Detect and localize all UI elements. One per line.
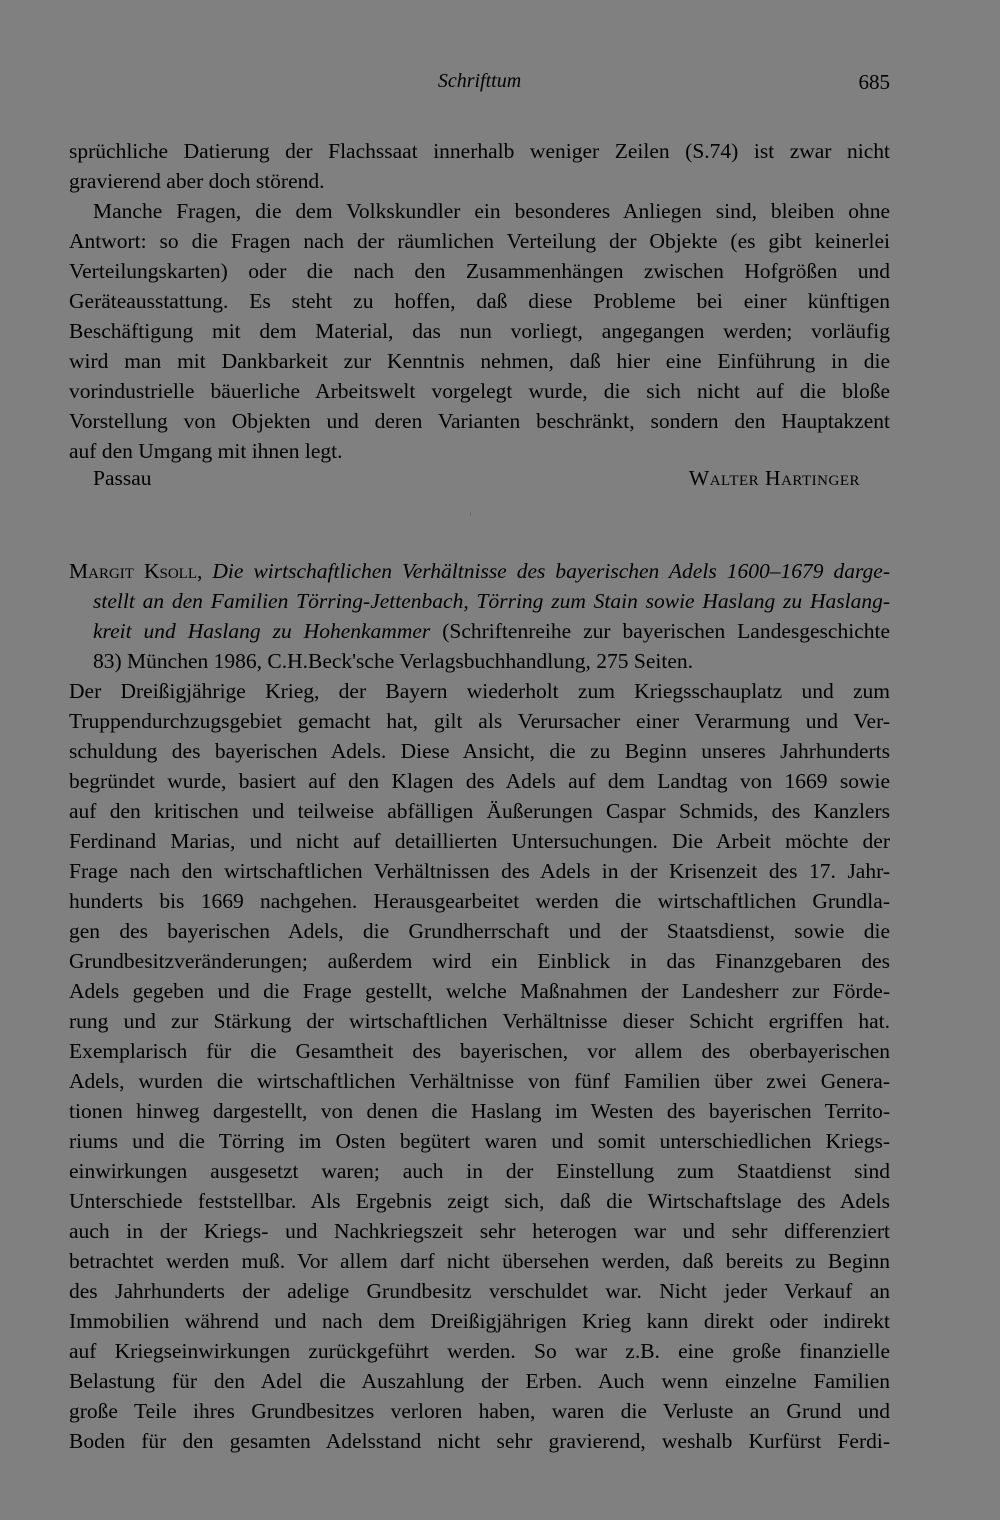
text-line: Exemplarisch für die Gesamtheit des bayerischen, vor allem des oberbayerischen (69, 1039, 890, 1063)
text-line: rung und zur Stärkung der wirtschaftlichen Verhältnisse dieser Schicht ergriffen hat. (69, 1009, 890, 1033)
text-line: auch in der Kriegs- und Nachkriegszeit sehr heterogen war und sehr differenziert (69, 1219, 890, 1243)
citation-line: stellt an den Familien Törring-Jettenbach, Törring zum Stain sowie Haslang zu Haslang- (93, 589, 890, 613)
running-title: Schrifttum (437, 70, 522, 92)
text-line: sprüchliche Datierung der Flachssaat innerhalb weniger Zeilen (S.74) ist zwar nicht (69, 139, 890, 163)
text-line: einwirkungen ausgesetzt waren; auch in der Einstellung zum Staatdienst sind (69, 1159, 890, 1183)
reviewer-name: Walter Hartinger (688, 466, 860, 490)
text-line: große Teile ihres Grundbesitzes verloren haben, waren die Verluste an Grund und (69, 1399, 890, 1423)
text-line: hunderts bis 1669 nachgehen. Herausgearbeitet werden die wirtschaftlichen Grundla- (69, 889, 890, 913)
text-line: schuldung des bayerischen Adels. Diese Ansicht, die zu Beginn unseres Jahrhunderts (69, 739, 890, 763)
text-line: Frage nach den wirtschaftlichen Verhältnissen des Adels in der Krisenzeit des 17. Jahr- (69, 859, 890, 883)
review-hartinger-text (69, 136, 890, 466)
page-number: 685 (858, 70, 890, 94)
review-ksoll-text (69, 676, 890, 1456)
book-title-part: kreit und Haslang zu Hohenkammer (93, 619, 431, 643)
text-line: auf den kritischen und teilweise abfälligen Äußerungen Caspar Schmids, des Kanzlers (69, 799, 890, 823)
text-line: tionen hinweg dargestellt, von denen die Haslang im Westen des bayerischen Territo- (69, 1099, 890, 1123)
citation-line (69, 556, 890, 586)
text-line: gen des bayerischen Adels, die Grundherrschaft und der Staatsdienst, sowie die (69, 919, 890, 943)
text-line: Ferdinand Marias, und nicht auf detaillierten Untersuchungen. Die Arbeit möchte der (69, 829, 890, 853)
text-line: Der Dreißigjährige Krieg, der Bayern wiederholt zum Kriegsschauplatz und zum (69, 679, 890, 703)
text-line: des Jahrhunderts der adelige Grundbesitz verschuldet war. Nicht jeder Verkauf an (69, 1279, 890, 1303)
text-line: Manche Fragen, die dem Volkskundler ein besonderes Anliegen sind, bleiben ohne (93, 199, 890, 223)
text-line: Grundbesitzveränderungen; außerdem wird ein Einblick in das Finanzgebaren des (69, 949, 890, 973)
text-line: gravierend aber doch störend. (69, 169, 325, 193)
text-line: riums und die Törring im Osten begütert waren und somit unterschiedlichen Kriegs- (69, 1129, 890, 1153)
text-line: auf Kriegseinwirkungen zurückgeführt werden. So war z.B. eine große finanzielle (69, 1339, 890, 1363)
reviewer-place: Passau (93, 466, 152, 490)
book-author: Margit Ksoll, (69, 559, 203, 583)
text-line: auf den Umgang mit ihnen legt. (69, 439, 343, 463)
text-line: betrachtet werden muß. Vor allem darf nicht übersehen werden, daß bereits zu Beginn (69, 1249, 890, 1273)
review-signature (69, 466, 890, 496)
text-line: Antwort: so die Fragen nach der räumlichen Verteilung der Objekte (es gibt keinerlei (69, 229, 890, 253)
text-line: Truppendurchzugsgebiet gemacht hat, gilt als Verursacher einer Verarmung und Ver- (69, 709, 890, 733)
book-title-part: Die wirtschaftlichen Verhältnisse des bayerischen Adels 1600–1679 darge- (212, 559, 890, 583)
text-line: Boden für den gesamten Adelsstand nicht sehr gravierend, weshalb Kurfürst Ferdi- (69, 1429, 890, 1453)
text-line: vorindustrielle bäuerliche Arbeitswelt vorgelegt wurde, die sich nicht auf die bloße (69, 379, 890, 403)
text-line: Geräteausstattung. Es steht zu hoffen, daß diese Probleme bei einer künftigen (69, 289, 890, 313)
divider-mark (470, 512, 471, 516)
citation-line (69, 616, 890, 646)
text-line: Vorstellung von Objekten und deren Varianten beschränkt, sondern den Hauptakzent (69, 409, 890, 433)
book-series: (Schriftenreihe zur bayerischen Landesgeschichte (442, 619, 890, 643)
text-line: wird man mit Dankbarkeit zur Kenntnis nehmen, daß hier eine Einführung in die (69, 349, 890, 373)
page-header (69, 70, 890, 100)
text-line: begründet wurde, basiert auf den Klagen des Adels auf dem Landtag von 1669 sowie (69, 769, 890, 793)
review-ksoll-citation (69, 556, 890, 676)
text-line: Adels gegeben und die Frage gestellt, welche Maßnahmen der Landesherr zur Förde- (69, 979, 890, 1003)
text-line: Adels, wurden die wirtschaftlichen Verhältnisse von fünf Familien über zwei Genera- (69, 1069, 890, 1093)
text-line: Unterschiede feststellbar. Als Ergebnis zeigt sich, daß die Wirtschaftslage des Adels (69, 1189, 890, 1213)
text-line: Verteilungskarten) oder die nach den Zusammenhängen zwischen Hofgrößen und (69, 259, 890, 283)
text-line: Immobilien während und nach dem Dreißigjährigen Krieg kann direkt oder indirekt (69, 1309, 890, 1333)
text-line: Belastung für den Adel die Auszahlung der Erben. Auch wenn einzelne Familien (69, 1369, 890, 1393)
citation-line: 83) München 1986, C.H.Beck'sche Verlagsbuchhandlung, 275 Seiten. (93, 649, 693, 673)
text-line: Beschäftigung mit dem Material, das nun vorliegt, angegangen werden; vorläufig (69, 319, 890, 343)
